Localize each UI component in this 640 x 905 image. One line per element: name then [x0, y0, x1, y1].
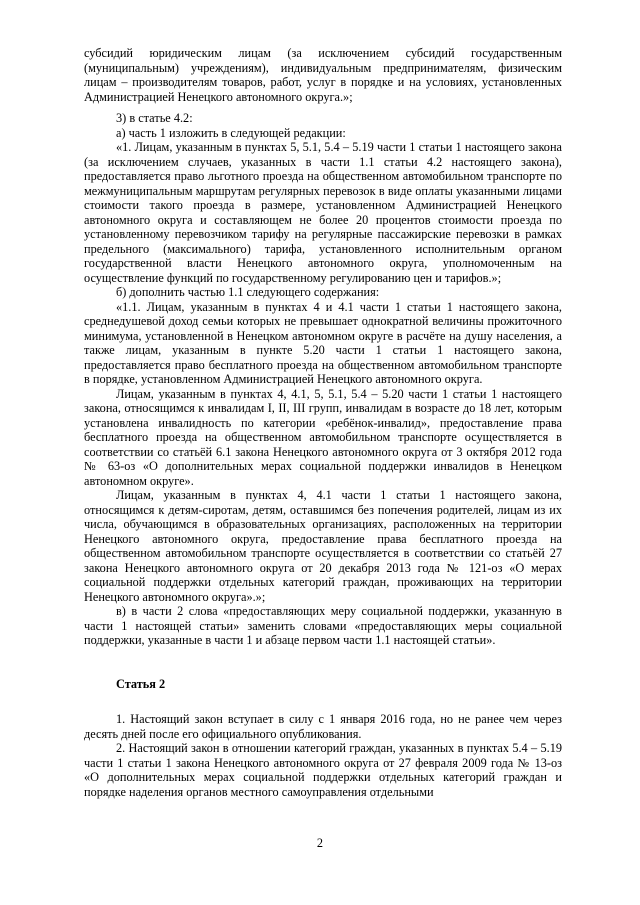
paragraph-add-part-1-1: б) дополнить частью 1.1 следующего содержания:: [116, 285, 380, 299]
paragraph-part-2-change: в) в части 2 слова «предоставляющих меру социальной поддержки, указанную в части 1 настоящей статьи» заменить словами «предоставляющих меры социальной поддержки, указанные в части 1 и абзаце первом части 1.1 настоящей статьи».: [84, 604, 562, 647]
paragraph-entry-into-force: 1. Настоящий закон вступает в силу с 1 января 2016 года, но не ранее чем через десять дней после его официального опубликования.: [84, 712, 562, 741]
page-number: 2: [316, 836, 324, 850]
paragraph-article-4-2-intro: 3) в статье 4.2:: [116, 111, 193, 125]
document-body: [84, 46, 562, 799]
paragraph-part-1-text: «1. Лицам, указанным в пунктах 5, 5.1, 5.4 – 5.19 части 1 статьи 1 настоящего закона (за исключением случаев, указанных в части 1.1 статьи 4.2 настоящего закона), предоставляется право льготного проезда на общественном автомобильном транспорте по межмуниципальным маршрутам регулярных перевозок в виде оплаты указанными лицами стоимости такого проезда в размере, установленном Администрацией Ненецкого автономного округа и составляющем не более 20 процентов стоимости проезда по установленному перевозчиком тарифу на регулярные пассажирские перевозки в рамках предельного (максимального) тарифа, установленного исполнительным органом государственной власти Ненецкого автономного округа, уполномоченным на осуществление функций по государственному регулированию цен и тарифов.»;: [84, 140, 562, 285]
article-2-heading: Статья 2: [116, 676, 166, 691]
paragraph-part-1-new-edition: а) часть 1 изложить в следующей редакции:: [116, 125, 346, 140]
paragraph-categories-applicability: 2. Настоящий закон в отношении категорий граждан, указанных в пунктах 5.4 – 5.19 части 1 статьи 1 закона Ненецкого автономного округа от 27 февраля 2009 года № 13-оз «О дополнительных мерах социальной поддержки отдельных категорий граждан и порядке наделения органов местного самоуправления отдельными: [84, 741, 562, 799]
paragraph-orphans: Лицам, указанным в пунктах 4, 4.1 части 1 статьи 1 настоящего закона, относящимся к детям-сиротам, детям, оставшимся без попечения родителей, лицам из их числа, обучающимся в образовательных организациях, расположенных на территории Ненецкого автономного округа, предоставление права бесплатного проезда на общественном автомобильном транспорте осуществляется в соответствии со статьёй 27 закона Ненецкого автономного округа от 20 декабря 2013 года № 121-оз «О мерах социальной поддержки отдельных категорий граждан, проживающих на территории Ненецкого автономного округа».»;: [84, 488, 562, 604]
paragraph-part-1-1-text: «1.1. Лицам, указанным в пунктах 4 и 4.1 части 1 статьи 1 настоящего закона, среднедушевой доход семьи которых не превышает однократной величины прожиточного минимума, установленной в Ненецком автономном округе в расчёте на душу населения, а также лицам, указанным в пункте 5.20 части 1 статьи 1 настоящего закона, предоставляется право бесплатного проезда на общественном автомобильном транспорте в порядке, установленном Администрацией Ненецкого автономного округа.: [84, 299, 562, 386]
paragraph-subsidies-tail: субсидий юридическим лицам (за исключением субсидий государственным (муниципальным) учреждениям), индивидуальным предпринимателям, физическим лицам – производителям товаров, работ, услуг в порядке и на условиях, установленных Администрацией Ненецкого автономного округа.»;: [84, 46, 562, 104]
paragraph-disabled-persons: Лицам, указанным в пунктах 4, 4.1, 5, 5.1, 5.4 – 5.20 части 1 статьи 1 настоящего закона, относящимся к инвалидам I, II, III групп, инвалидам в возрасте до 18 лет, которым установлена инвалидность по категории «ребёнок-инвалид», предоставление права бесплатного проезда на общественном автомобильном транспорте осуществляется в соответствии со статьёй 6.1 закона Ненецкого автономного округа от 3 октября 2012 года № 63-оз «О дополнительных мерах социальной поддержки инвалидов в Ненецком автономном округе».: [84, 386, 562, 488]
